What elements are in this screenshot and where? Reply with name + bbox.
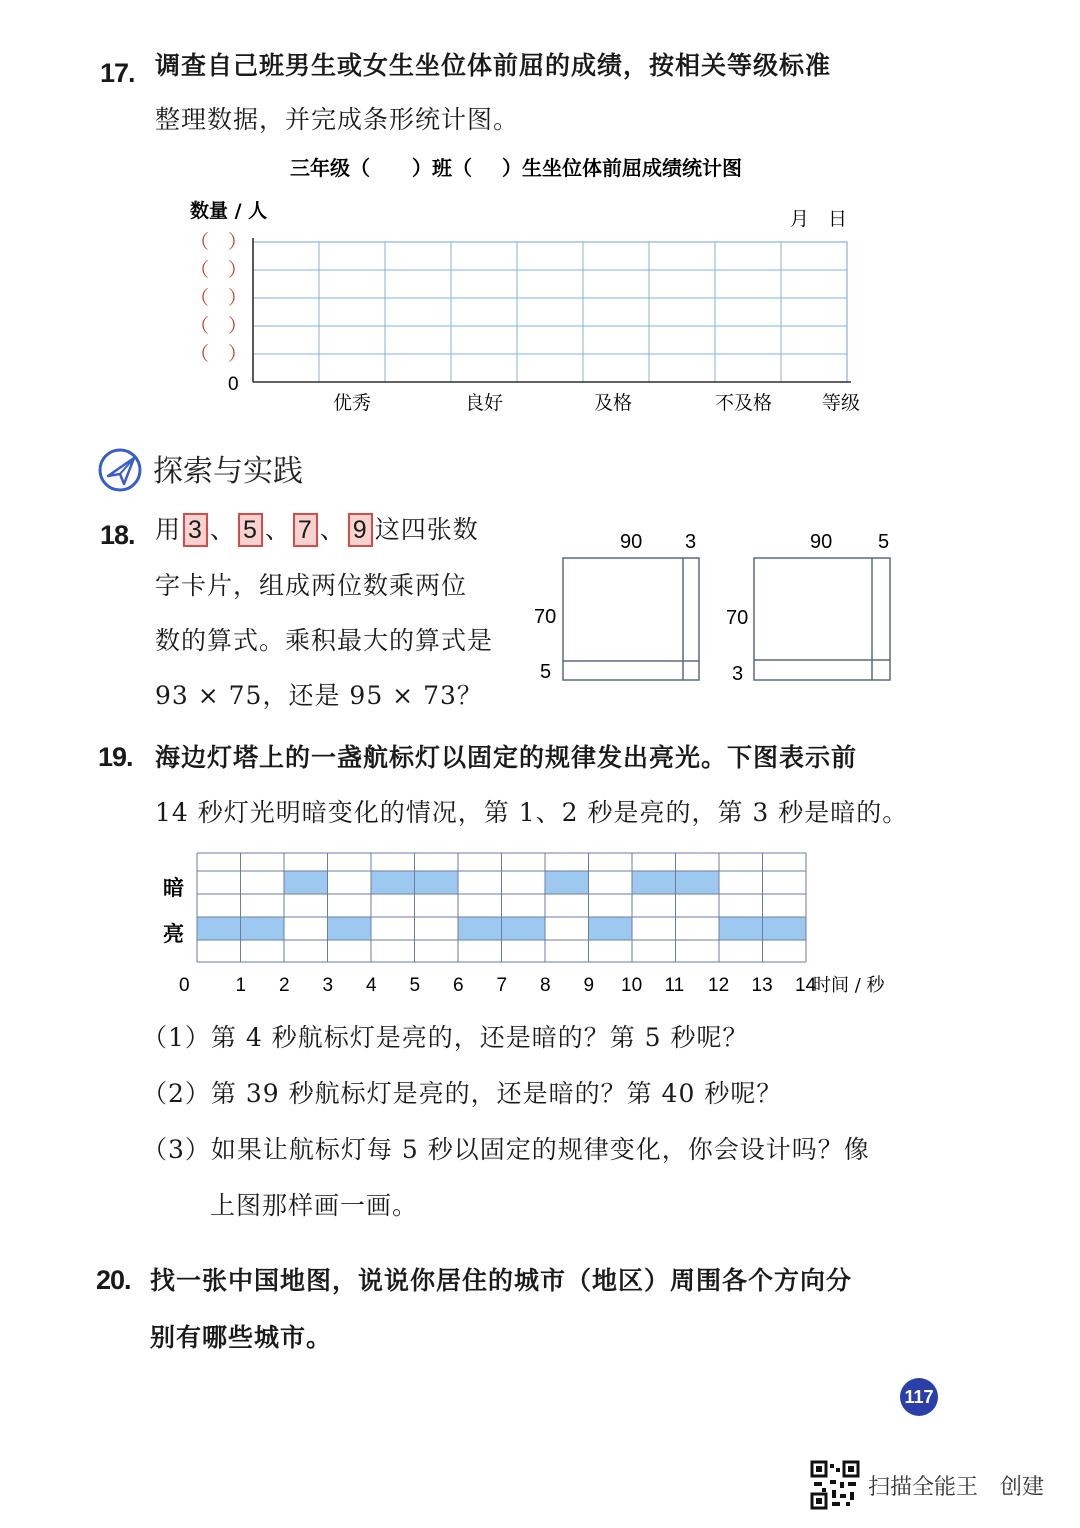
light-cell xyxy=(328,917,372,940)
q18-line-2: 字卡片，组成两位数乘两位 xyxy=(155,571,468,600)
chart-title-c: ）生坐位体前屈成绩统计图 xyxy=(502,158,742,180)
x-axis-categories xyxy=(333,392,772,414)
dark-cell xyxy=(371,871,415,894)
dark-cell xyxy=(676,871,720,894)
time-tick-label: 1 xyxy=(235,975,247,996)
time-tick-label: 5 xyxy=(409,975,421,996)
q20-line-1: 找一张中国地图，说说你居住的城市（地区）周围各个方向分 xyxy=(150,1266,853,1295)
q17-line-1: 调查自己班男生或女生坐位体前屈的成绩，按相关等级标准 xyxy=(155,51,832,80)
chart-grid xyxy=(253,238,851,382)
qr-code-icon xyxy=(810,1460,860,1510)
diagram2-left-small: 3 xyxy=(732,663,744,685)
light-grid xyxy=(197,853,806,962)
time-tick-label: 8 xyxy=(540,975,551,996)
diagram1-top-big: 90 xyxy=(620,531,643,553)
diagram1-top-small: 3 xyxy=(685,531,697,553)
watermark-text: 扫描全能王 创建 xyxy=(868,1475,1045,1500)
time-tick-label: 9 xyxy=(583,975,595,996)
y-zero: 0 xyxy=(228,374,239,395)
separator: 、 xyxy=(209,515,236,544)
dark-cell xyxy=(632,871,676,894)
time-tick-label: 0 xyxy=(179,975,190,996)
chart-title-a: 三年级（ xyxy=(290,158,370,180)
light-cell xyxy=(197,917,241,940)
x-category-label: 及格 xyxy=(594,392,633,414)
q19-line-1: 海边灯塔上的一盏航标灯以固定的规律发出亮光。下图表示前 xyxy=(155,743,858,772)
y-axis-blank: （ ） xyxy=(190,344,248,365)
grid-frame xyxy=(253,242,847,382)
time-tick-label: 2 xyxy=(279,975,290,996)
page-number-badge xyxy=(900,1378,938,1416)
section-title: 探索与实践 xyxy=(153,455,303,488)
area-diagram-2 xyxy=(722,520,902,690)
light-cell xyxy=(241,917,285,940)
x-axis-label: 等级 xyxy=(822,392,861,414)
chart-title-b: ）班（ xyxy=(412,158,472,180)
time-tick-label: 13 xyxy=(751,975,773,996)
q17-line-2: 整理数据，并完成条形统计图。 xyxy=(155,105,520,134)
q18-number: 18. xyxy=(100,520,135,550)
dark-cell xyxy=(545,871,589,894)
dark-cell xyxy=(415,871,459,894)
q17-bar-chart xyxy=(150,145,890,430)
time-tick-label: 3 xyxy=(322,975,334,996)
q19-sub-1: （1）第 4 秒航标灯是亮的，还是暗的？第 5 秒呢？ xyxy=(142,1023,749,1052)
dark-cell xyxy=(284,871,328,894)
number-card-7: 7 xyxy=(293,513,318,547)
q19-sub-3b: 上图那样画一画。 xyxy=(210,1191,419,1220)
q18-line-4: 93 × 75，还是 95 × 73？ xyxy=(155,681,483,710)
q18-tail: 这四张数 xyxy=(374,515,479,544)
q19-line-2: 14 秒灯光明暗变化的情况，第 1、2 秒是亮的，第 3 秒是暗的。 xyxy=(155,798,909,827)
time-tick-label: 7 xyxy=(496,975,508,996)
y-axis-blank: （ ） xyxy=(190,316,248,337)
light-cell xyxy=(589,917,633,940)
x-category-label: 不及格 xyxy=(715,392,773,414)
number-card-9: 9 xyxy=(348,513,373,547)
number-card-3: 3 xyxy=(183,513,208,547)
q19-number: 19. xyxy=(98,742,133,772)
time-axis-ticks xyxy=(179,975,817,996)
light-pattern-chart xyxy=(155,845,905,1005)
x-category-label: 优秀 xyxy=(333,392,372,414)
y-axis-blank: （ ） xyxy=(190,232,248,253)
paper-plane-icon xyxy=(96,446,144,494)
q18-line-1 xyxy=(155,510,479,547)
q19-sub-2: （2）第 39 秒航标灯是亮的，还是暗的？第 40 秒呢？ xyxy=(142,1079,783,1108)
q20-line-2: 别有哪些城市。 xyxy=(150,1323,333,1352)
time-tick-label: 12 xyxy=(708,975,730,996)
time-tick-label: 10 xyxy=(621,975,643,996)
q20-number: 20. xyxy=(96,1265,131,1295)
q17-number: 17. xyxy=(100,58,135,88)
y-axis-blank: （ ） xyxy=(190,288,248,309)
y-axis-label: 数量 / 人 xyxy=(190,200,268,222)
row-label-light: 亮 xyxy=(163,921,184,946)
time-tick-label: 6 xyxy=(453,975,464,996)
q18-line-3: 数的算式。乘积最大的算式是 xyxy=(155,626,494,655)
y-axis-blank: （ ） xyxy=(190,260,248,281)
time-tick-label: 14 xyxy=(795,975,817,996)
time-axis-label: 时间 / 秒 xyxy=(813,975,885,996)
date-label: 月 日 xyxy=(790,208,848,230)
separator: 、 xyxy=(319,515,346,544)
light-cell xyxy=(502,917,546,940)
separator: 、 xyxy=(264,515,291,544)
time-tick-label: 4 xyxy=(366,975,377,996)
light-cell xyxy=(763,917,807,940)
page-number: 117 xyxy=(904,1387,934,1407)
x-category-label: 良好 xyxy=(465,392,504,414)
area-diagram-1 xyxy=(530,520,710,690)
q19-sub-3a: （3）如果让航标灯每 5 秒以固定的规律变化，你会设计吗？像 xyxy=(142,1135,870,1164)
diagram2-top-small: 5 xyxy=(878,531,890,553)
diagram2-left-big: 70 xyxy=(726,607,749,629)
time-tick-label: 11 xyxy=(664,975,685,996)
number-card-5: 5 xyxy=(238,513,263,547)
light-cell xyxy=(458,917,502,940)
light-cell xyxy=(719,917,763,940)
y-axis-blanks xyxy=(190,231,247,365)
q18-lead: 用 xyxy=(155,515,182,544)
diagram2-top-big: 90 xyxy=(810,531,833,553)
diagram1-left-small: 5 xyxy=(540,661,552,683)
diagram1-left-big: 70 xyxy=(534,606,557,628)
row-label-dark: 暗 xyxy=(163,875,184,900)
